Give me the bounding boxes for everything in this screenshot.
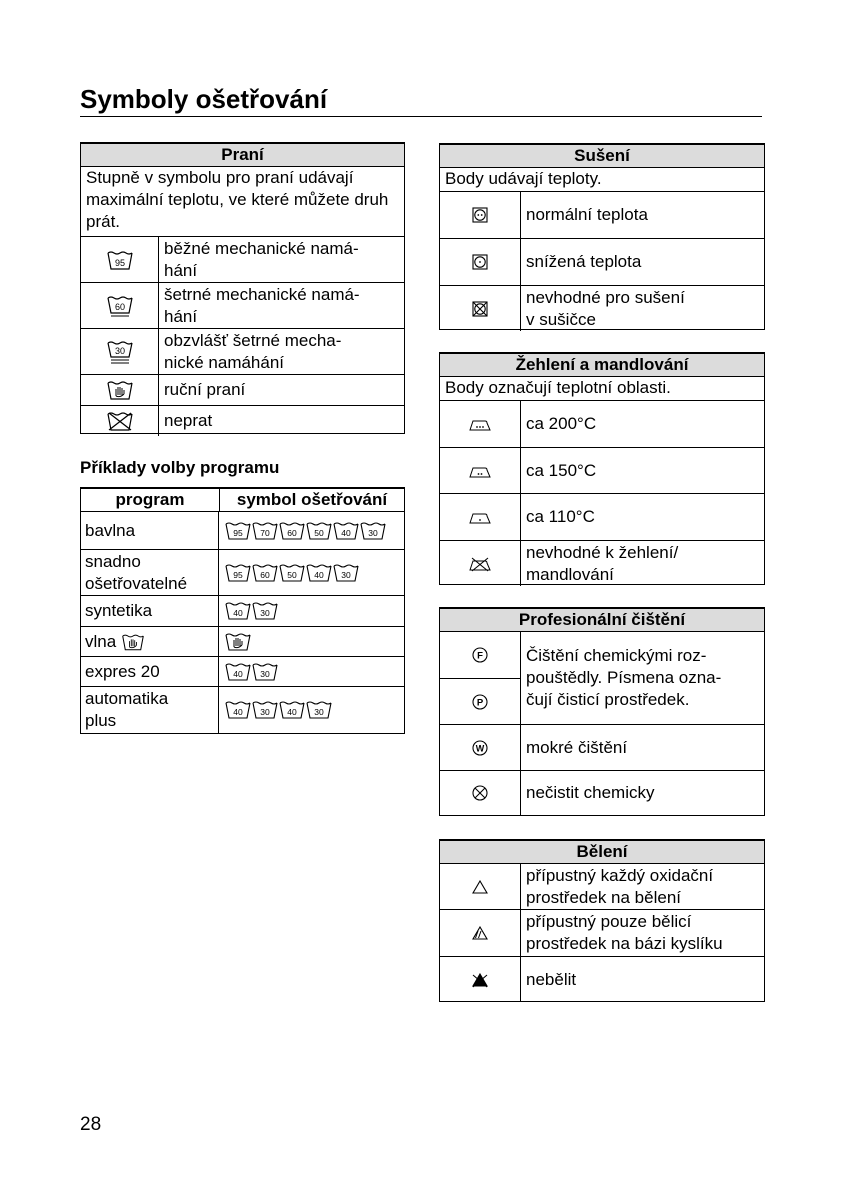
table-row [440, 725, 764, 771]
wash-95-icon [225, 521, 252, 541]
table-row [440, 864, 764, 910]
table-row [81, 406, 404, 436]
svg-text:95: 95 [233, 527, 243, 538]
row-text: Čištění chemickými roz- [526, 646, 707, 665]
table-row [81, 687, 404, 733]
wash-40-icon [279, 700, 306, 720]
svg-text:95: 95 [114, 257, 125, 268]
table-header-row [81, 489, 404, 512]
table-row [81, 329, 404, 375]
care-symbols [219, 512, 404, 549]
svg-text:95: 95 [233, 569, 243, 580]
table-row [81, 237, 404, 283]
table-row [440, 239, 764, 286]
row-text: nevhodné pro sušení [526, 287, 685, 307]
page-number: 28 [80, 1114, 102, 1135]
table-row [440, 494, 764, 541]
row-text: hání [164, 306, 198, 326]
row-text: šetrné mechanické namá- [164, 284, 360, 304]
washing-header: Praní [81, 144, 404, 167]
row-text: normální teplota [526, 205, 648, 224]
table-row [440, 957, 764, 1002]
wash-40-icon [225, 601, 252, 621]
row-text: čují čisticí prostředek. [526, 690, 690, 709]
washing-table [80, 142, 405, 434]
svg-text:50: 50 [287, 569, 297, 580]
row-text: nické namáhání [164, 352, 285, 372]
dry-clean-f-icon [440, 632, 520, 679]
row-text: nečistit chemicky [526, 783, 655, 802]
iron-2-dots-icon [440, 448, 521, 493]
row-text: ruční praní [164, 380, 246, 399]
wash-40-icon [225, 662, 252, 682]
row-text: přípustný každý oxidační [526, 865, 714, 885]
table-row [81, 512, 404, 550]
wash-60-icon [252, 563, 279, 583]
svg-text:60: 60 [287, 527, 297, 538]
row-text: snížená teplota [526, 252, 642, 271]
examples-title: Příklady volby programu [80, 458, 280, 477]
drying-header: Sušení [440, 145, 764, 168]
table-row [81, 550, 404, 596]
care-symbols [219, 627, 404, 656]
row-text: ca 150°C [526, 460, 597, 480]
wash-50-icon [306, 521, 333, 541]
svg-text:30: 30 [260, 608, 270, 618]
wash-30-icon [252, 662, 279, 682]
program-name: vlna [85, 631, 117, 651]
hand-wash-icon [81, 375, 159, 405]
svg-text:60: 60 [114, 301, 125, 312]
table-row [440, 541, 764, 586]
row-text: běžné mechanické namá- [164, 238, 359, 258]
svg-text:30: 30 [368, 527, 378, 538]
svg-text:40: 40 [287, 707, 297, 717]
wash-60-icon [279, 521, 306, 541]
svg-text:70: 70 [260, 527, 270, 538]
do-not-wash-icon [81, 406, 159, 436]
svg-text:30: 30 [260, 707, 270, 717]
do-not-tumble-dry-icon [440, 286, 521, 331]
table-row [440, 286, 764, 331]
program-name: plus [85, 711, 117, 730]
row-text: obzvlášť šetrné mecha- [164, 330, 342, 350]
svg-text:W: W [475, 743, 485, 753]
bleaching-table [439, 839, 765, 1002]
table-row [440, 448, 764, 494]
bleach-oxygen-only-icon [440, 910, 521, 956]
bleach-any-icon [440, 864, 521, 909]
table-row [440, 771, 764, 815]
table-row [81, 375, 404, 406]
table-row [81, 627, 404, 657]
table-row [81, 596, 404, 627]
tumble-dry-low-icon [440, 239, 521, 285]
bleaching-header: Bělení [440, 841, 764, 864]
row-text: nebělit [526, 969, 577, 989]
program-name: ošetřovatelné [85, 573, 188, 593]
professional-cleaning-table [439, 607, 765, 816]
dry-clean-p-icon [440, 679, 520, 724]
row-text: mandlování [526, 564, 614, 584]
wash-40-icon [306, 563, 333, 583]
row-text: prostředek na bělení [526, 887, 681, 907]
ironing-table [439, 352, 765, 585]
washing-intro: Stupně v symbolu pro praní udávají maximální teplotu, ve které můžete druh prát. [81, 167, 404, 237]
column-header-program: program [81, 489, 220, 511]
program-name: syntetika [85, 601, 153, 620]
iron-1-dot-icon [440, 494, 521, 540]
do-not-iron-icon [440, 541, 521, 586]
svg-text:40: 40 [314, 569, 324, 580]
drying-table [439, 143, 765, 330]
table-row [81, 283, 404, 329]
hand-wash-icon [121, 633, 145, 651]
wash-50-icon [279, 563, 306, 583]
table-row [440, 632, 764, 725]
svg-text:P: P [476, 697, 484, 708]
wash-30-icon [360, 521, 387, 541]
column-header-symbol: symbol ošetřování [236, 490, 388, 509]
row-text: ca 200°C [526, 414, 597, 433]
tumble-dry-normal-icon [440, 192, 521, 238]
do-not-dry-clean-icon [440, 771, 521, 815]
ironing-header: Žehlení a mandlování [440, 354, 764, 377]
svg-text:40: 40 [233, 608, 243, 618]
drying-intro: Body udávají teploty. [440, 168, 764, 192]
svg-text:30: 30 [114, 345, 125, 356]
svg-text:40: 40 [233, 668, 243, 679]
svg-text:30: 30 [341, 569, 351, 580]
wash-40-icon [333, 521, 360, 541]
wash-95-icon [225, 563, 252, 583]
wash-30-icon [252, 601, 279, 621]
ironing-intro: Body označují teplotní oblasti. [440, 377, 764, 401]
row-text: hání [164, 260, 198, 280]
wash-30-very-gentle-icon [81, 329, 159, 374]
table-row [440, 910, 764, 957]
row-text: v sušičce [526, 309, 596, 329]
page-title: Symboly ošetřování [80, 84, 328, 114]
svg-text:40: 40 [233, 707, 243, 717]
wash-30-icon [333, 563, 360, 583]
cleaning-header: Profesionální čištění [440, 609, 764, 632]
svg-text:60: 60 [260, 569, 270, 580]
wash-95-icon [81, 237, 159, 282]
svg-text:40: 40 [341, 527, 351, 538]
hand-wash-icon [225, 632, 252, 652]
care-symbols [219, 687, 404, 733]
program-name: bavlna [85, 520, 136, 540]
table-row [81, 657, 404, 687]
care-symbols [219, 550, 404, 595]
wash-40-icon [225, 700, 252, 720]
iron-3-dots-icon [440, 401, 521, 447]
row-text: mokré čištění [526, 737, 628, 757]
row-text: neprat [164, 411, 213, 430]
svg-text:30: 30 [314, 707, 324, 717]
row-text: pouštědly. Písmena ozna- [526, 668, 722, 687]
svg-text:50: 50 [314, 527, 324, 538]
table-row [440, 401, 764, 448]
wash-30-icon [306, 700, 333, 720]
program-name: automatika [85, 689, 169, 708]
table-row [440, 192, 764, 239]
program-examples-table [80, 487, 405, 734]
program-name: expres 20 [85, 661, 160, 681]
svg-text:30: 30 [260, 668, 270, 679]
wash-70-icon [252, 521, 279, 541]
row-text: nevhodné k žehlení/ [526, 542, 679, 562]
row-text: prostředek na bázi kyslíku [526, 934, 723, 953]
care-symbols [219, 596, 404, 626]
wet-clean-w-icon [440, 725, 521, 770]
svg-text:F: F [477, 650, 483, 662]
row-text: přípustný pouze bělicí [526, 912, 692, 931]
do-not-bleach-icon [440, 957, 521, 1002]
program-name: snadno [85, 551, 141, 571]
wash-30-icon [252, 700, 279, 720]
row-text: ca 110°C [526, 507, 595, 526]
wash-60-gentle-icon [81, 283, 159, 328]
care-symbols [219, 657, 404, 686]
title-divider [80, 116, 762, 117]
